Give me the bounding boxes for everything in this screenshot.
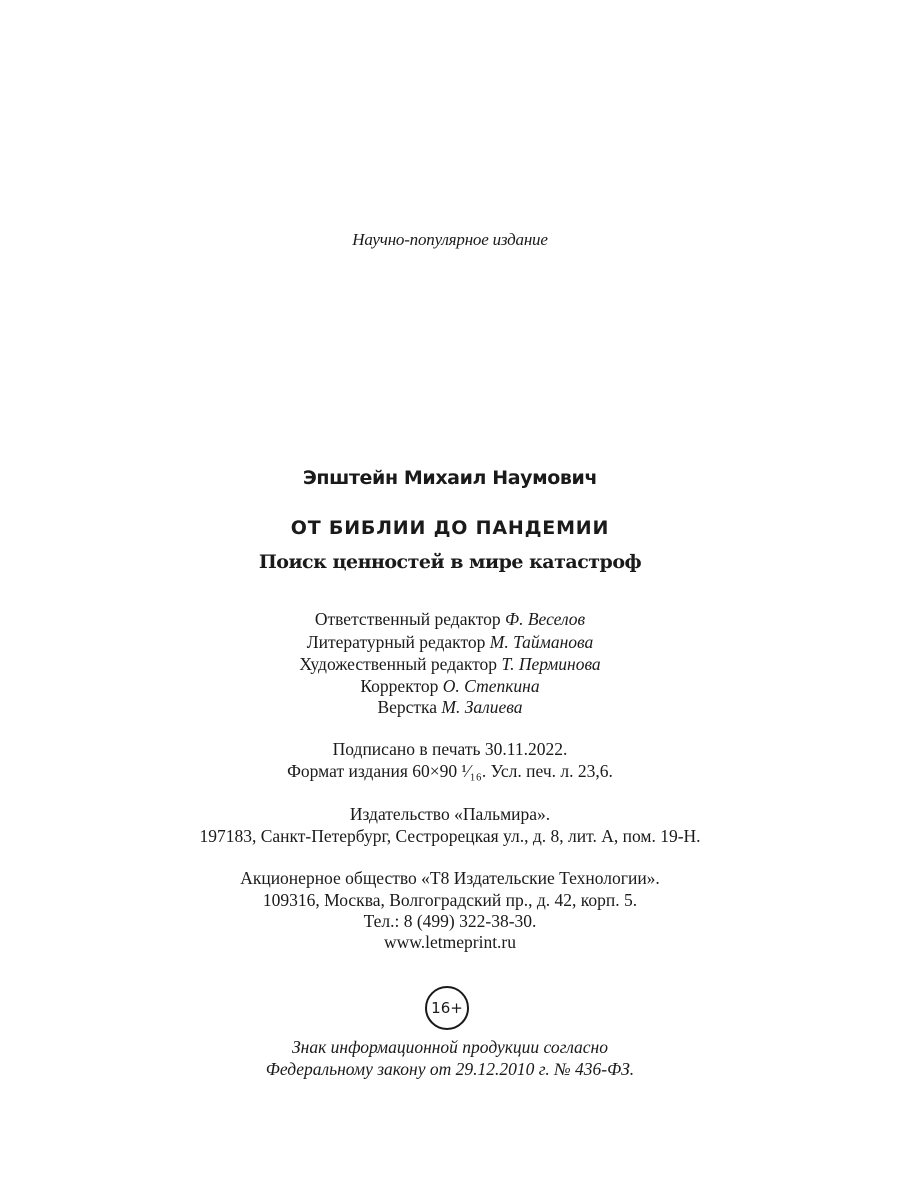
author-name: Эпштейн Михаил Наумович	[302, 467, 598, 489]
credit-literary-editor	[0, 632, 900, 653]
credit-layout	[0, 697, 900, 718]
credit-person: Ф. Веселов	[505, 609, 586, 629]
book-title: ОТ БИБЛИИ ДО ПАНДЕМИИ	[290, 517, 610, 539]
credit-role: Верстка	[377, 697, 442, 717]
printer-address: 109316, Москва, Волгоградский пр., д. 42, корп. 5.	[262, 890, 638, 910]
printer-phone: Тел.: 8 (499) 322-38-30.	[363, 911, 537, 931]
law-notice-line-1: Знак информационной продукции согласно	[291, 1037, 608, 1057]
credit-person: О. Степкина	[442, 676, 540, 696]
printer-name: Акционерное общество «Т8 Издательские Технологии».	[240, 868, 660, 888]
credit-art-editor	[0, 654, 900, 675]
publisher-name: Издательство «Пальмира».	[349, 804, 551, 824]
credit-person: М. Залиева	[441, 697, 523, 717]
print-signed-date: Подписано в печать 30.11.2022.	[332, 739, 568, 759]
publisher-address: 197183, Санкт-Петербург, Сестрорецкая ул., д. 8, лит. А, пом. 19-Н.	[199, 826, 701, 846]
book-subtitle: Поиск ценностей в мире катастроф	[258, 551, 642, 573]
age-rating-badge: 16+	[425, 986, 469, 1030]
credit-proofreader	[0, 676, 900, 697]
credit-person: Т. Перминова	[501, 654, 601, 674]
credit-executive-editor	[0, 609, 900, 630]
credit-role: Литературный редактор	[306, 632, 490, 652]
print-format: Формат издания 60×90 ¹⁄₁₆. Усл. печ. л. 23,6.	[287, 761, 613, 781]
law-notice-line-2: Федеральному закону от 29.12.2010 г. № 436-ФЗ.	[265, 1059, 635, 1079]
credit-role: Корректор	[360, 676, 443, 696]
credit-person: М. Тайманова	[489, 632, 594, 652]
printer-website: www.letmeprint.ru	[383, 932, 517, 952]
credit-role: Ответственный редактор	[314, 609, 506, 629]
edition-type: Научно-популярное издание	[352, 230, 548, 249]
credit-role: Художественный редактор	[299, 654, 502, 674]
